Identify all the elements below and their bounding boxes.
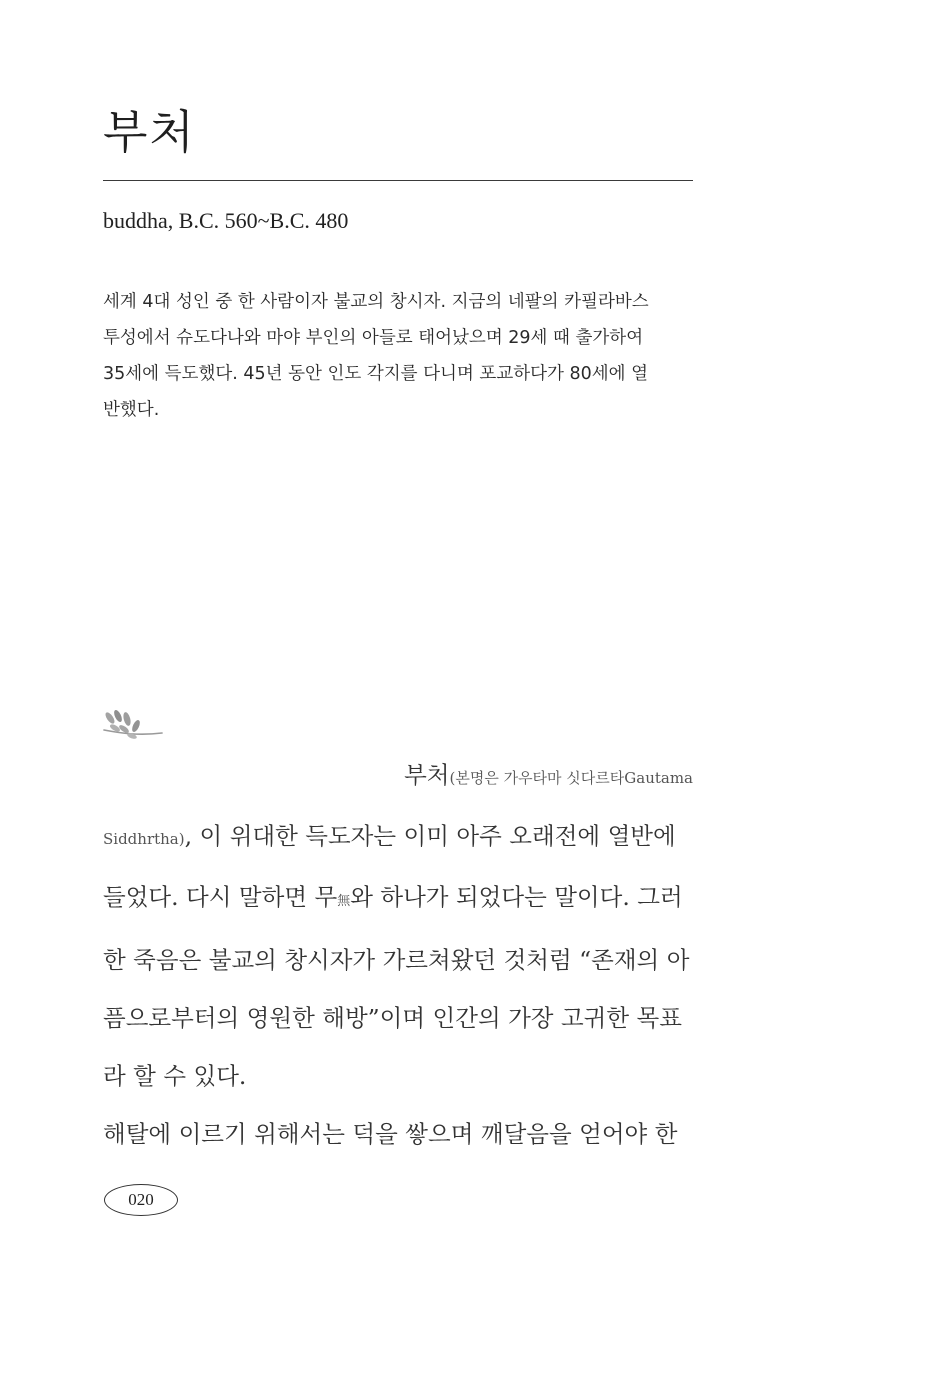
hanja-annotation: 無 <box>337 894 351 909</box>
summary-line: 세계 4대 성인 중 한 사람이자 불교의 창시자. 지금의 네팔의 카필라바스 <box>103 292 649 312</box>
summary-line: 35세에 득도했다. 45년 동안 인도 각지를 다니며 포교하다가 80세에 열 <box>103 364 649 384</box>
summary-line: 반했다. <box>103 400 160 420</box>
entry-summary <box>103 284 693 428</box>
body-text-run: , 이 위대한 득도자는 이미 아주 오래전에 열반에 <box>184 822 676 850</box>
body-subject: 부처 <box>404 761 450 789</box>
body-line <box>103 868 693 931</box>
body-line: 라 할 수 있다. <box>103 1062 247 1090</box>
body-text-run: 와 하나가 되었다는 말이다. 그러 <box>350 883 683 911</box>
body-line: 한 죽음은 불교의 창시자가 가르쳐왔던 것처럼 “존재의 아 <box>103 946 690 974</box>
summary-line: 투성에서 슈도다나와 마야 부인의 아들로 태어났으며 29세 때 출가하여 <box>103 328 644 348</box>
body-line: 해탈에 이르기 위해서는 덕을 쌓으며 깨달음을 얻어야 한 <box>103 1120 678 1148</box>
body-line <box>103 746 693 807</box>
page-number: 020 <box>104 1184 178 1216</box>
body-line <box>103 807 693 868</box>
leaf-branch-icon <box>98 700 168 744</box>
entry-title: 부처 <box>103 105 196 159</box>
title-divider <box>103 180 693 181</box>
body-text <box>103 746 693 1163</box>
body-parenthetical: Siddhrtha) <box>103 830 185 848</box>
body-line: 픔으로부터의 영원한 해방”이며 인간의 가장 고귀한 목표 <box>103 1004 682 1032</box>
entry-subtitle: buddha, B.C. 560~B.C. 480 <box>103 208 349 233</box>
body-parenthetical: (본명은 가우타마 싯다르타Gautama <box>449 769 693 787</box>
body-text-run: 들었다. 다시 말하면 무 <box>103 883 338 911</box>
